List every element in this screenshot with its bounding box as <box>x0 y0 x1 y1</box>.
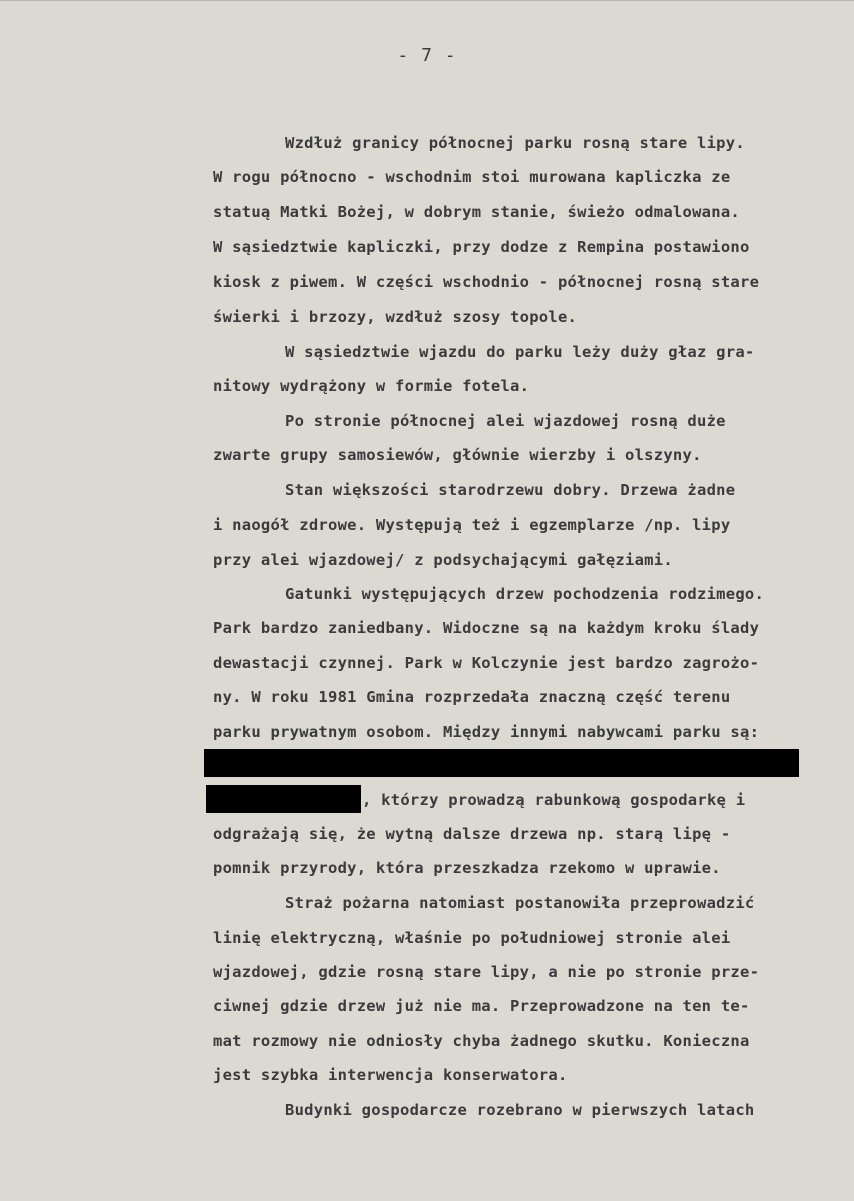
text-line: pomnik przyrody, która przeszkadza rzekomo w uprawie. <box>213 859 721 877</box>
text-line: jest szybka interwencja konserwatora. <box>213 1066 568 1084</box>
text-line: mat rozmowy nie odniosły chyba żadnego skutku. Konieczna <box>213 1032 750 1050</box>
text-line: parku prywatnym osobom. Między innymi nabywcami parku są: <box>213 723 760 741</box>
text-line: Gatunki występujących drzew pochodzenia rodzimego. <box>285 585 765 603</box>
text-line: świerki i brzozy, wzdłuż szosy topole. <box>213 308 578 326</box>
text-line: przy alei wjazdowej/ z podsychającymi gałęziami. <box>213 551 673 569</box>
text-line: i naogół zdrowe. Występują też i egzemplarze /np. lipy <box>213 516 731 534</box>
text-line: zwarte grupy samosiewów, głównie wierzby i olszyny. <box>213 446 702 464</box>
text-line: statuą Matki Bożej, w dobrym stanie, świeżo odmalowana. <box>213 203 740 221</box>
text-line: Wzdłuż granicy północnej parku rosną stare lipy. <box>285 134 745 152</box>
text-line: W sąsiedztwie wjazdu do parku leży duży głaz gra- <box>285 343 755 361</box>
text-line: Park bardzo zaniedbany. Widoczne są na każdym kroku ślady <box>213 619 760 637</box>
text-line: kiosk z piwem. W części wschodnio - północnej rosną stare <box>213 273 760 291</box>
text-line: ciwnej gdzie drzew już nie ma. Przeprowadzone na ten te- <box>213 997 750 1015</box>
redaction-bar <box>204 749 799 777</box>
text-line: W sąsiedztwie kapliczki, przy dodze z Rempina postawiono <box>213 238 750 256</box>
text-line: nitowy wydrążony w formie fotela. <box>213 377 530 395</box>
text-line: dewastacji czynnej. Park w Kolczynie jest bardzo zagrożo- <box>213 654 760 672</box>
text-line: wjazdowej, gdzie rosną stare lipy, a nie po stronie prze- <box>213 963 760 981</box>
text-line: ny. W roku 1981 Gmina rozprzedała znaczną część terenu <box>213 688 731 706</box>
text-line: Po stronie północnej alei wjazdowej rosną duże <box>285 412 726 430</box>
text-line: W rogu północno - wschodnim stoi murowana kapliczka ze <box>213 168 731 186</box>
text-line: odgrażają się, że wytną dalsze drzewa np. starą lipę - <box>213 825 731 843</box>
text-line: , którzy prowadzą rabunkową gospodarkę i <box>362 791 746 809</box>
text-line: linię elektryczną, właśnie po południowej stronie alei <box>213 929 731 947</box>
text-line: Straż pożarna natomiast postanowiła przeprowadzić <box>285 894 755 912</box>
text-line: Stan większości starodrzewu dobry. Drzewa żadne <box>285 481 736 499</box>
text-line: Budynki gospodarcze rozebrano w pierwszych latach <box>285 1101 755 1119</box>
redaction-bar <box>206 785 361 813</box>
page-number: - 7 - <box>397 45 457 66</box>
